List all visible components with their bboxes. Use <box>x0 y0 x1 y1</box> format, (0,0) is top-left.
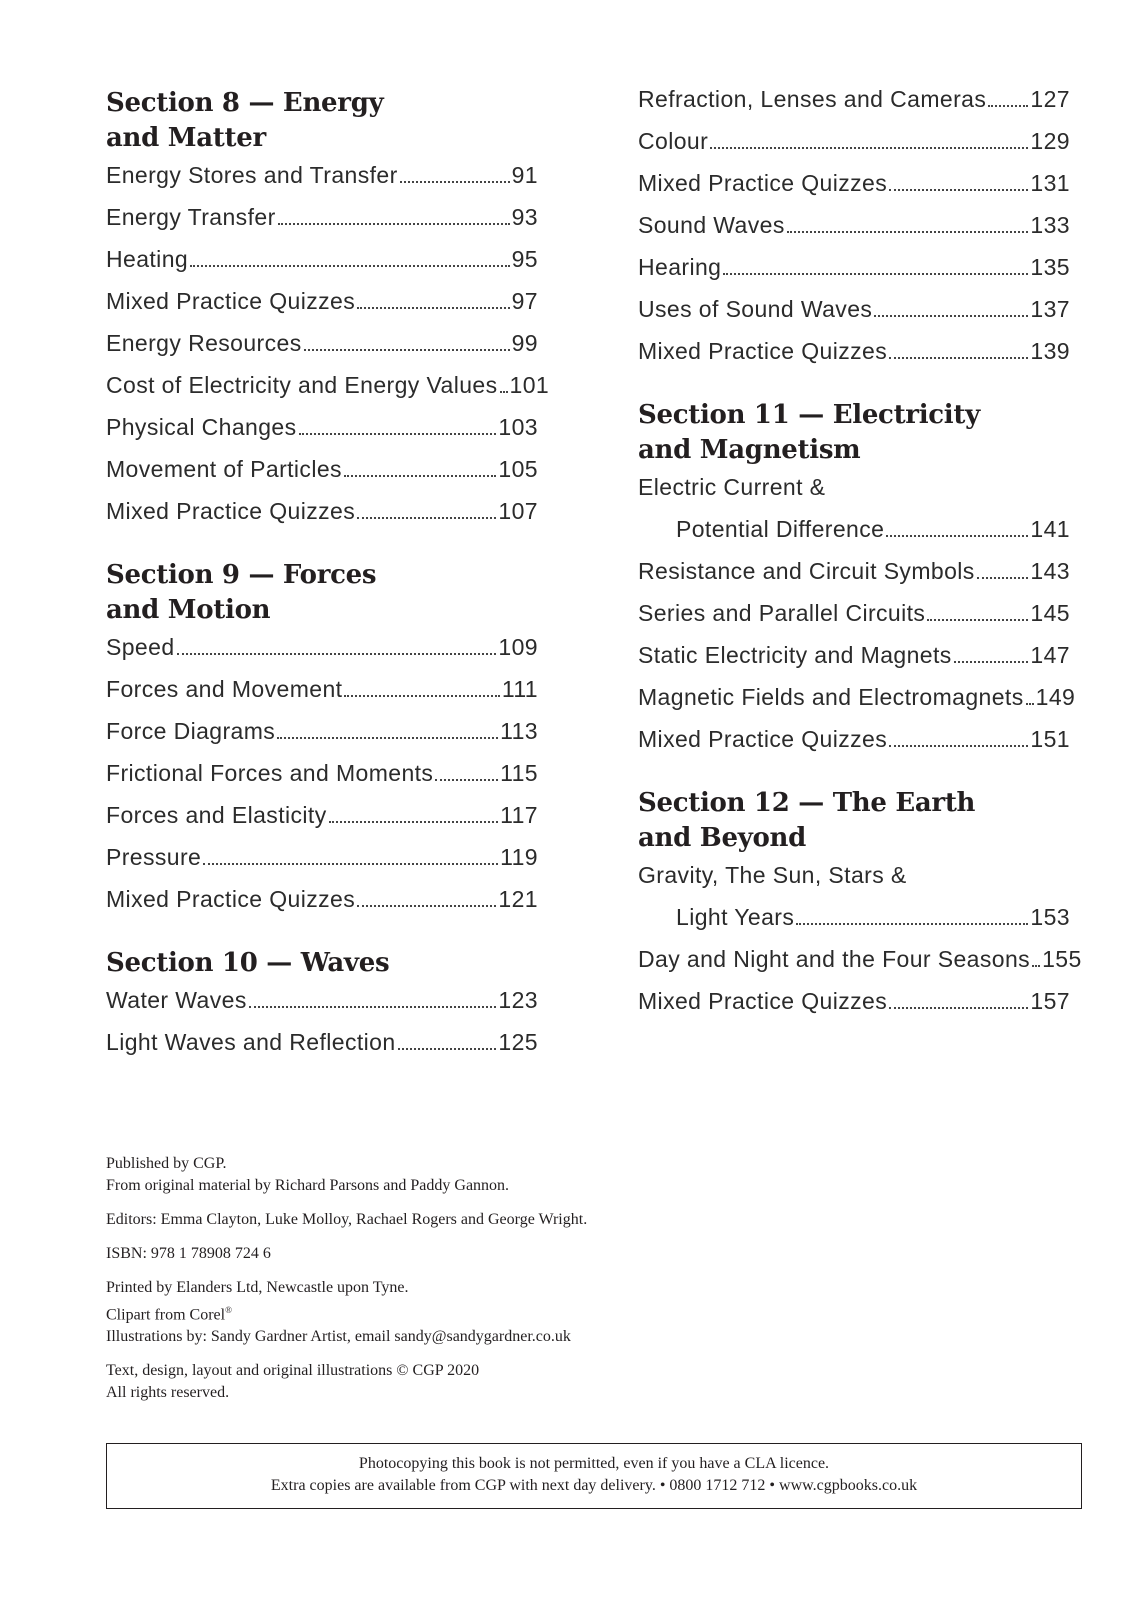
section-heading-line: and Matter <box>106 123 266 153</box>
toc-entry-title: Physical Changes <box>106 414 297 440</box>
toc-entry[interactable] <box>106 1029 538 1071</box>
original-material: From original material by Richard Parsons and Paddy Gannon. <box>106 1177 510 1194</box>
toc-entry-page-number: 129 <box>1030 128 1070 154</box>
toc-entry-page-number: 147 <box>1030 642 1070 668</box>
toc-entry[interactable] <box>638 474 1070 516</box>
dot-leader <box>299 433 497 435</box>
dot-leader <box>304 349 510 351</box>
toc-entry[interactable] <box>638 516 1070 558</box>
toc-entry-page-number: 151 <box>1030 726 1070 752</box>
clipart-credit: Clipart from Corel® <box>106 1305 232 1324</box>
toc-entry-page-number: 123 <box>498 987 538 1013</box>
dot-leader <box>1026 703 1034 705</box>
toc-entry[interactable] <box>638 296 1070 338</box>
dot-leader <box>954 661 1029 663</box>
toc-entry-page-number: 145 <box>1030 600 1070 626</box>
dot-leader <box>889 745 1028 747</box>
toc-entry[interactable] <box>106 676 538 718</box>
toc-entry-page-number: 93 <box>511 204 538 230</box>
toc-entry[interactable] <box>106 844 538 886</box>
dot-leader <box>400 181 510 183</box>
toc-entry-title: Energy Stores and Transfer <box>106 162 398 188</box>
toc-entry[interactable] <box>106 802 538 844</box>
toc-entry-title: Mixed Practice Quizzes <box>106 886 356 912</box>
toc-entry[interactable] <box>638 904 1070 946</box>
toc-entry-page-number: 157 <box>1030 988 1070 1014</box>
illustrations-credit: Illustrations by: Sandy Gardner Artist, email sandy@sandygardner.co.uk <box>106 1328 571 1346</box>
toc-section <box>106 946 538 1071</box>
dot-leader <box>249 1006 497 1008</box>
toc-entry[interactable] <box>638 128 1070 170</box>
toc-entry[interactable] <box>106 414 538 456</box>
toc-entry-title: Series and Parallel Circuits <box>638 600 926 626</box>
toc-entry-title: Mixed Practice Quizzes <box>638 338 888 364</box>
toc-entry-title: Cost of Electricity and Energy Values <box>106 372 498 398</box>
toc-entry[interactable] <box>106 330 538 372</box>
toc-entry[interactable] <box>638 862 1070 904</box>
toc-entry-page-number: 149 <box>1035 684 1076 710</box>
toc-entry[interactable] <box>106 246 538 288</box>
toc-entry-title: Potential Difference <box>676 516 885 542</box>
toc-left-column <box>106 86 550 1089</box>
toc-entry-page-number: 109 <box>498 634 538 660</box>
toc-entry[interactable] <box>638 338 1070 380</box>
toc-entry-page-number: 99 <box>511 330 538 356</box>
dot-leader <box>344 475 496 477</box>
toc-entry[interactable] <box>106 634 538 676</box>
section-heading <box>106 558 538 628</box>
toc-entry-title: Static Electricity and Magnets <box>638 642 952 668</box>
toc-entry-page-number: 139 <box>1030 338 1070 364</box>
dot-leader <box>886 535 1028 537</box>
toc-entry[interactable] <box>106 760 538 802</box>
section-heading-line: and Beyond <box>638 823 807 853</box>
section-heading-line: and Motion <box>106 595 271 625</box>
toc-section <box>106 86 550 540</box>
section-heading-line: Section 8 — Energy <box>106 88 384 118</box>
toc-entry[interactable] <box>106 162 538 204</box>
toc-entry-page-number: 107 <box>498 498 538 524</box>
toc-entry-title: Magnetic Fields and Electromagnets <box>638 684 1024 710</box>
toc-entry[interactable] <box>638 946 1082 988</box>
toc-entry[interactable] <box>638 684 1076 726</box>
toc-entry-title: Heating <box>106 246 189 272</box>
toc-entry-page-number: 95 <box>511 246 538 272</box>
toc-entry-title: Energy Transfer <box>106 204 276 230</box>
toc-entry[interactable] <box>106 718 538 760</box>
section-heading <box>638 786 1070 856</box>
toc-entry-page-number: 91 <box>511 162 538 188</box>
toc-section <box>638 86 1070 380</box>
toc-entry-page-number: 115 <box>500 760 538 786</box>
dot-leader <box>277 737 498 739</box>
toc-entry[interactable] <box>106 987 538 1029</box>
dot-leader <box>435 779 498 781</box>
toc-entry-page-number: 137 <box>1030 296 1070 322</box>
toc-entry[interactable] <box>106 886 538 928</box>
dot-leader <box>796 923 1028 925</box>
dot-leader <box>723 273 1028 275</box>
notice-line-1: Photocopying this book is not permitted, even if you have a CLA licence. <box>358 1455 830 1472</box>
section-heading-line: and Magnetism <box>638 435 861 465</box>
toc-entry-title: Mixed Practice Quizzes <box>638 988 888 1014</box>
toc-entry-title: Forces and Elasticity <box>106 802 327 828</box>
toc-entry[interactable] <box>638 170 1070 212</box>
toc-entry-page-number: 143 <box>1030 558 1070 584</box>
toc-entry[interactable] <box>106 372 550 414</box>
toc-entry[interactable] <box>106 288 538 330</box>
toc-entry[interactable] <box>106 498 538 540</box>
section-heading-line: Section 10 — Waves <box>106 948 390 978</box>
dot-leader <box>203 863 498 865</box>
toc-entry[interactable] <box>106 456 538 498</box>
toc-entry-title: Light Years <box>676 904 795 930</box>
toc-entry-title: Gravity, The Sun, Stars & <box>638 862 907 888</box>
dot-leader <box>357 307 510 309</box>
imprint <box>106 1153 1006 1416</box>
toc-entry-page-number: 135 <box>1030 254 1070 280</box>
rights-reserved: All rights reserved. <box>106 1384 230 1402</box>
toc-entry-title: Frictional Forces and Moments <box>106 760 434 786</box>
dot-leader <box>988 105 1028 107</box>
section-heading <box>106 946 538 981</box>
toc-entry-title: Mixed Practice Quizzes <box>106 498 356 524</box>
toc-entry[interactable] <box>638 212 1070 254</box>
toc-entry-page-number: 133 <box>1030 212 1070 238</box>
toc-entry-page-number: 117 <box>500 802 538 828</box>
copyright: Text, design, layout and original illustrations © CGP 2020 <box>106 1362 480 1380</box>
dot-leader <box>177 653 497 655</box>
toc-entry[interactable] <box>638 254 1070 296</box>
toc-entry-page-number: 105 <box>498 456 538 482</box>
toc-entry-title: Pressure <box>106 844 202 870</box>
toc-entry-title: Day and Night and the Four Seasons <box>638 946 1031 972</box>
dot-leader <box>874 315 1028 317</box>
toc-entry-page-number: 155 <box>1042 946 1082 972</box>
dot-leader <box>190 265 510 267</box>
printed-by: Printed by Elanders Ltd, Newcastle upon Tyne. <box>106 1279 409 1296</box>
toc-section <box>638 786 1082 1030</box>
section-heading-line: Section 9 — Forces <box>106 560 377 590</box>
published-by: Published by CGP. <box>106 1155 227 1172</box>
dot-leader <box>787 231 1029 233</box>
toc-entry[interactable] <box>638 558 1070 600</box>
toc-entry-page-number: 97 <box>511 288 538 314</box>
toc-entry-title: Hearing <box>638 254 722 280</box>
toc-entry-page-number: 153 <box>1030 904 1070 930</box>
toc-entry-page-number: 141 <box>1030 516 1070 542</box>
dot-leader <box>889 1007 1028 1009</box>
toc-entry[interactable] <box>106 204 538 246</box>
dot-leader <box>927 619 1028 621</box>
toc-entry-page-number: 103 <box>498 414 538 440</box>
toc-entry-page-number: 119 <box>500 844 538 870</box>
section-heading <box>106 86 538 156</box>
isbn: ISBN: 978 1 78908 724 6 <box>106 1245 271 1262</box>
toc-entry-title: Light Waves and Reflection <box>106 1029 396 1055</box>
dot-leader <box>344 695 499 697</box>
toc-entry-title: Forces and Movement <box>106 676 343 702</box>
toc-entry-title: Movement of Particles <box>106 456 342 482</box>
dot-leader <box>889 189 1028 191</box>
toc-entry-page-number: 101 <box>509 372 550 398</box>
toc-entry-title: Water Waves <box>106 987 247 1013</box>
toc-entry[interactable] <box>638 988 1070 1030</box>
section-heading <box>638 398 1070 468</box>
toc-entry-title: Electric Current & <box>638 474 826 500</box>
toc-entry-title: Uses of Sound Waves <box>638 296 873 322</box>
dot-leader <box>1032 965 1040 967</box>
registered-mark: ® <box>225 1305 232 1315</box>
dot-leader <box>278 223 510 225</box>
toc-entry-page-number: 113 <box>500 718 538 744</box>
dot-leader <box>357 905 496 907</box>
toc-section <box>638 398 1076 768</box>
toc-right-column <box>638 86 1082 1048</box>
toc-entry[interactable] <box>638 642 1070 684</box>
toc-entry[interactable] <box>638 86 1070 128</box>
dot-leader <box>500 391 508 393</box>
toc-entry[interactable] <box>638 726 1070 768</box>
dot-leader <box>398 1048 497 1050</box>
editors: Editors: Emma Clayton, Luke Molloy, Rachael Rogers and George Wright. <box>106 1211 588 1228</box>
toc-entry-page-number: 125 <box>498 1029 538 1055</box>
toc-entry-page-number: 121 <box>498 886 538 912</box>
toc-entry-page-number: 127 <box>1030 86 1070 112</box>
toc-entry-title: Mixed Practice Quizzes <box>638 170 888 196</box>
toc-entry-title: Sound Waves <box>638 212 785 238</box>
toc-section <box>106 558 538 928</box>
toc-entry[interactable] <box>638 600 1070 642</box>
photocopy-notice-box <box>106 1443 1082 1509</box>
dot-leader <box>710 147 1028 149</box>
dot-leader <box>889 357 1028 359</box>
dot-leader <box>977 577 1029 579</box>
section-heading-line: Section 12 — The Earth <box>638 788 976 818</box>
toc-entry-title: Force Diagrams <box>106 718 276 744</box>
toc-entry-title: Mixed Practice Quizzes <box>638 726 888 752</box>
toc-entry-title: Colour <box>638 128 709 154</box>
toc-entry-title: Resistance and Circuit Symbols <box>638 558 975 584</box>
toc-entry-title: Energy Resources <box>106 330 302 356</box>
section-heading-line: Section 11 — Electricity <box>638 400 980 430</box>
toc-entry-page-number: 131 <box>1030 170 1070 196</box>
dot-leader <box>329 821 499 823</box>
notice-line-2: Extra copies are available from CGP with next day delivery. • 0800 1712 712 • www.cgpbooks.co.uk <box>270 1477 918 1494</box>
toc-entry-title: Refraction, Lenses and Cameras <box>638 86 987 112</box>
dot-leader <box>357 517 496 519</box>
toc-entry-title: Mixed Practice Quizzes <box>106 288 356 314</box>
toc-entry-title: Speed <box>106 634 175 660</box>
toc-entry-page-number: 111 <box>501 676 538 702</box>
